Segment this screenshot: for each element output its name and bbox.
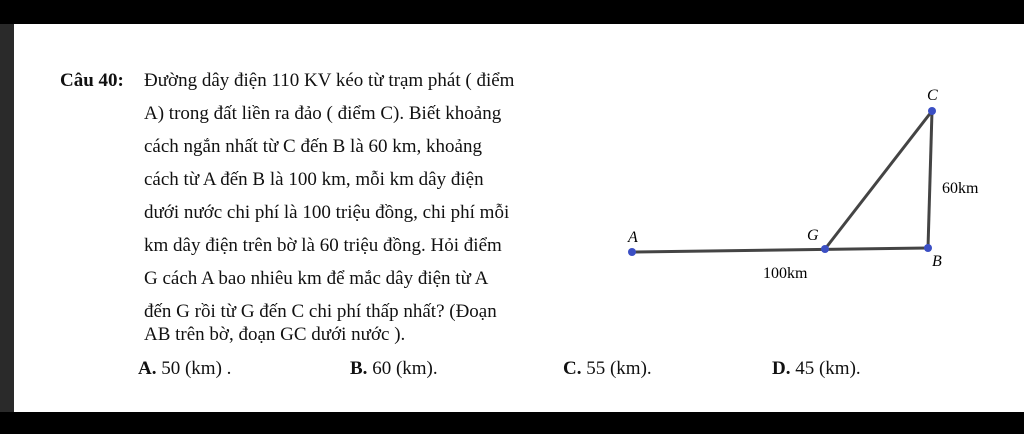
problem-line-1: Đường dây điện 110 KV kéo từ trạm phát ( điểm bbox=[144, 70, 515, 91]
problem-number: Câu 40: bbox=[60, 70, 124, 91]
length-ab: 100km bbox=[763, 265, 808, 282]
label-c: C bbox=[927, 87, 938, 104]
problem-line-4: cách từ A đến B là 100 km, mỗi km dây điện bbox=[144, 169, 484, 190]
segment-cb bbox=[928, 111, 932, 248]
answer-a: A. 50 (km) . bbox=[138, 358, 232, 379]
label-b: B bbox=[932, 253, 942, 270]
problem-line-3: cách ngắn nhất từ C đến B là 60 km, khoảng bbox=[144, 136, 482, 157]
problem-line-5: dưới nước chi phí là 100 triệu đồng, chi phí mỗi bbox=[144, 202, 510, 223]
length-cb: 60km bbox=[942, 180, 979, 197]
document-page bbox=[0, 24, 1024, 412]
label-g: G bbox=[807, 227, 819, 244]
problem-line-2: A) trong đất liền ra đảo ( điểm C). Biết khoảng bbox=[144, 103, 502, 124]
problem-line-9: AB trên bờ, đoạn GC dưới nước ). bbox=[144, 324, 406, 345]
answer-b: B. 60 (km). bbox=[350, 358, 438, 379]
answer-d: D. 45 (km). bbox=[772, 358, 861, 379]
problem-line-8: đến G rồi từ G đến C chi phí thấp nhất? (Đoạn bbox=[144, 301, 497, 322]
segment-ab bbox=[632, 248, 928, 252]
label-a: A bbox=[628, 229, 638, 246]
point-c bbox=[928, 107, 936, 115]
left-edge-strip bbox=[0, 24, 14, 412]
problem-line-6: km dây điện trên bờ là 60 triệu đồng. Hỏi điểm bbox=[144, 235, 502, 256]
segment-gc bbox=[825, 111, 932, 249]
point-g bbox=[821, 245, 829, 253]
point-a bbox=[628, 248, 636, 256]
answer-c: C. 55 (km). bbox=[563, 358, 652, 379]
problem-line-7: G cách A bao nhiêu km để mắc dây điện từ A bbox=[144, 268, 489, 289]
geometry-figure bbox=[620, 80, 1000, 300]
point-b bbox=[924, 244, 932, 252]
